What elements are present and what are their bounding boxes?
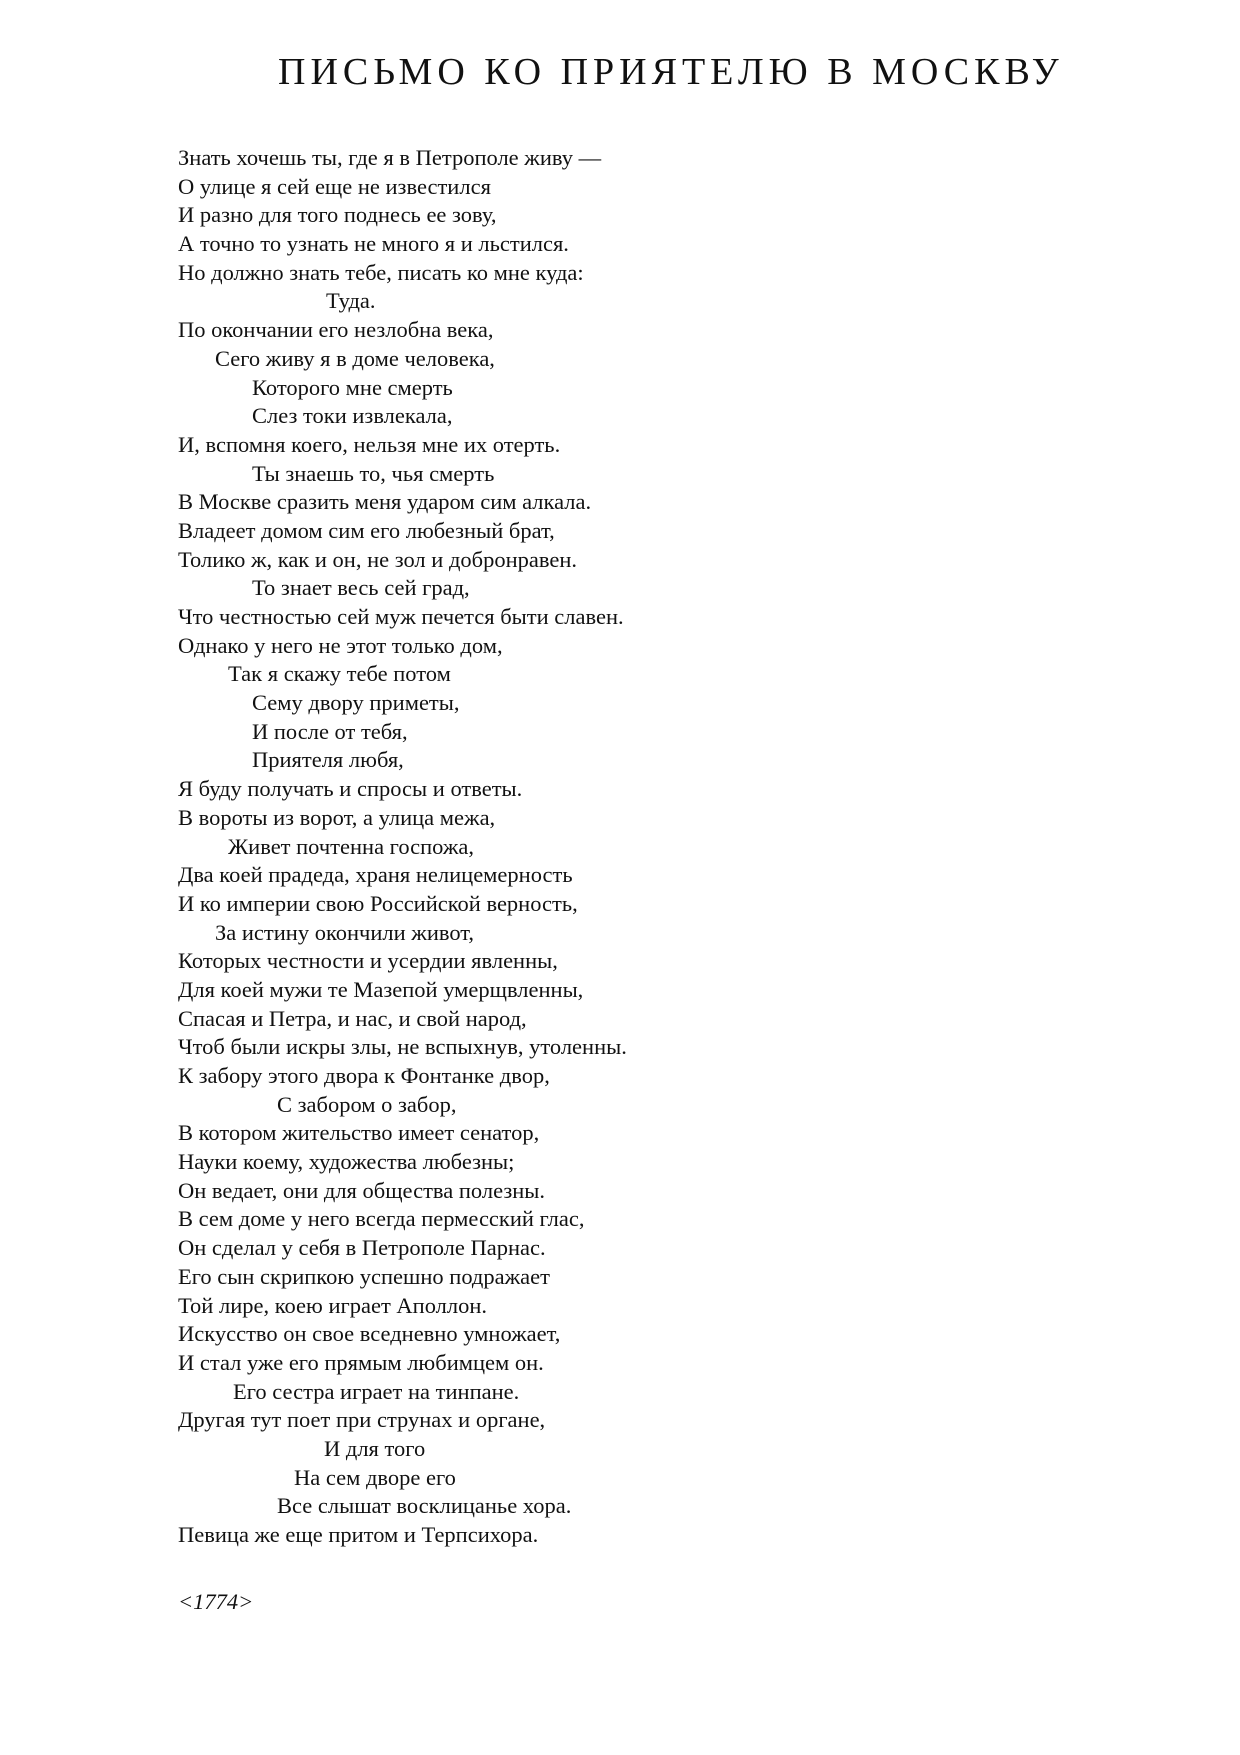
poem-line: Я буду получать и спросы и ответы.: [178, 776, 523, 802]
poem-line: Живет почтенна госпожа,: [228, 833, 475, 859]
poem-line: К забору этого двора к Фонтанке двор,: [178, 1063, 550, 1088]
poem-line: Ты знаешь то, чья смерть: [252, 460, 495, 486]
poem-line: Которого мне смерть: [252, 374, 453, 400]
poem-line: Науки коему, художества любезны;: [178, 1149, 515, 1175]
poem-line: Владеет домом сим его любезный брат,: [178, 517, 555, 543]
poem-line: Слез токи извлекала,: [252, 403, 453, 429]
poem-line: Но должно знать тебе, писать ко мне куда:: [178, 259, 584, 285]
poem-line: О улице я сей еще не известился: [178, 173, 491, 199]
poem-line: Сего живу я в доме человека,: [215, 345, 495, 371]
poem-line: В Москве сразить меня ударом сим алкала.: [178, 489, 592, 515]
poem-line: Туда.: [326, 288, 376, 314]
poem-line: Все слышат восклицанье хора.: [277, 1493, 572, 1519]
poem-line: Однако у него не этот только дом,: [178, 632, 503, 658]
poem-line: С забором о забор,: [277, 1091, 457, 1117]
poem-line: Той лире, коею играет Аполлон.: [178, 1292, 488, 1318]
poem-line: Что честностью сей муж печется быти славен.: [178, 604, 624, 629]
poem-line: За истину окончили живот,: [215, 919, 475, 945]
poem-line: В сем доме у него всегда пермесский глас,: [178, 1206, 585, 1232]
poem-line: И, вспомня коего, нельзя мне их отерть.: [178, 431, 561, 457]
poem-line: И стал уже его прямым любимцем он.: [178, 1349, 544, 1375]
poem-line: На сем дворе его: [294, 1464, 456, 1490]
poem-line: По окончании его незлобна века,: [178, 317, 494, 343]
poem-line: А точно то узнать не много я и льстился.: [178, 231, 569, 257]
poem-line: Приятеля любя,: [252, 747, 404, 773]
poem-line: И после от тебя,: [252, 718, 408, 744]
poem-line: То знает весь сей град,: [252, 575, 470, 601]
poem-line: И ко империи свою Российской верность,: [178, 890, 578, 916]
poem-line: Знать хочешь ты, где я в Петрополе живу —: [178, 145, 602, 170]
poem-line: И разно для того поднесь ее зову,: [178, 202, 497, 228]
poem-line: В котором жительство имеет сенатор,: [178, 1120, 540, 1146]
poem-line: Искусство он свое вседневно умножает,: [178, 1321, 561, 1347]
poem-line: Толико ж, как и он, не зол и добронравен.: [178, 546, 578, 572]
poem-line: И для того: [324, 1435, 426, 1461]
poem-line: Сему двору приметы,: [252, 690, 460, 716]
poem-line: Певица же еще притом и Терпсихора.: [178, 1522, 539, 1547]
poem-line: Которых честности и усердии явленны,: [178, 948, 558, 974]
poem-line: Чтоб были искры злы, не вспыхнув, утоленны.: [178, 1034, 627, 1060]
poem-line: В вороты из ворот, а улица межа,: [178, 804, 496, 830]
poem-line: Другая тут поет при струнах и органе,: [178, 1407, 546, 1433]
poem-title: ПИСЬМО КО ПРИЯТЕЛЮ В МОСКВУ: [278, 51, 1064, 93]
poem-line: Два коей прадеда, храня нелицемерность: [178, 862, 573, 888]
poem-date: <1774>: [178, 1589, 254, 1614]
poem-line: Его сын скрипкою успешно подражает: [178, 1263, 550, 1289]
poem-line: Спасая и Петра, и нас, и свой народ,: [178, 1005, 527, 1031]
poem-line: Он ведает, они для общества полезны.: [178, 1177, 545, 1203]
poem-body: [178, 144, 627, 1550]
poem-line: Его сестра играет на тинпане.: [233, 1378, 520, 1404]
poem-line: Он сделал у себя в Петрополе Парнас.: [178, 1235, 546, 1261]
poem-line: Для коей мужи те Мазепой умерщвленны,: [178, 976, 584, 1002]
poem-line: Так я скажу тебе потом: [228, 661, 451, 687]
